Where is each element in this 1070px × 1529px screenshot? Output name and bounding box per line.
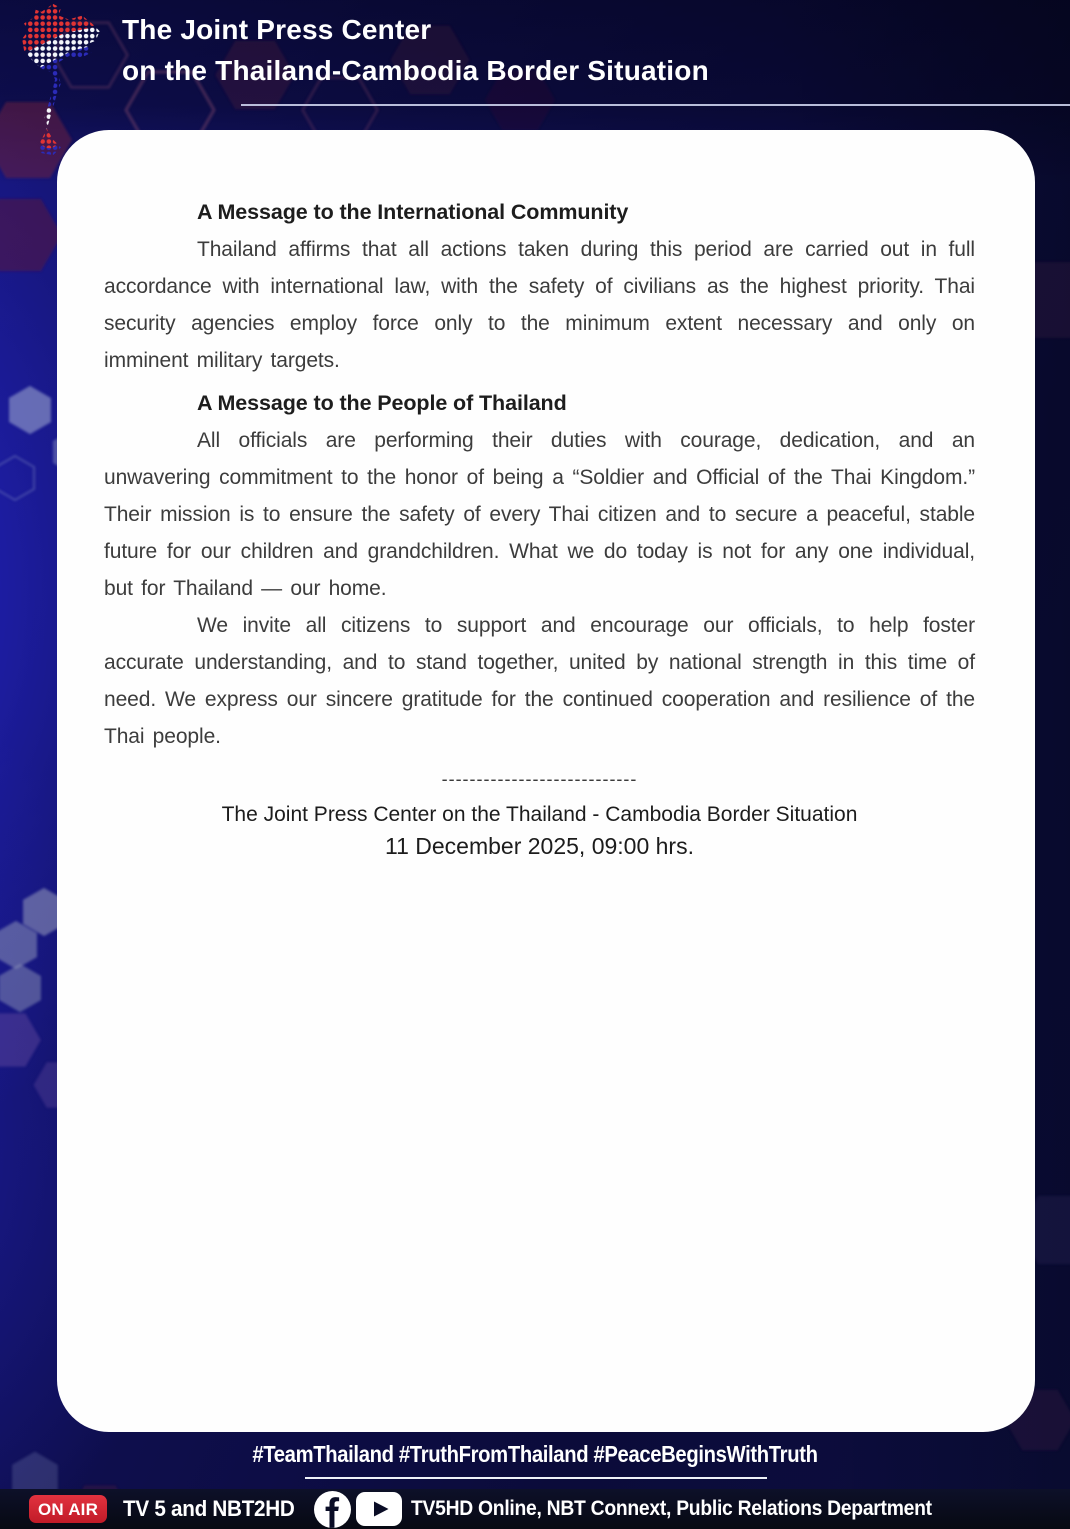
hashtags: #TeamThailand #TruthFromThailand #PeaceBeginsWithTruth xyxy=(252,1441,818,1467)
signoff-datetime: 11 December 2025, 09:00 hrs. xyxy=(385,833,694,859)
hashtag-divider xyxy=(305,1477,767,1479)
paragraph-international-community: Thailand affirms that all actions taken during this period are carried out in full accordance with international law, with the safety of civilians as the highest priority. Thai security agencies employ force only to the minimum extent necessary and only on imminent military targets. xyxy=(104,238,975,372)
social-icons xyxy=(314,1491,402,1528)
paragraph-officials-duty: All officials are performing their duties with courage, dedication, and an unwavering commitment to the honor of being a “Soldier and Official of the Thai Kingdom.” Their mission is to ensure the safety of every Thai citizen and to secure a peaceful, stable future for our children and grandchildren. What we do today is not for any one individual, but for Thailand — our home. xyxy=(104,429,975,600)
header-divider xyxy=(241,104,1070,106)
broadcast-bar xyxy=(0,1489,1070,1529)
header-title-line2: on the Thailand-Cambodia Border Situation xyxy=(122,55,709,86)
channel-names: TV 5 and NBT2HD xyxy=(123,1496,295,1521)
youtube-icon xyxy=(356,1492,402,1526)
signoff-issuer: The Joint Press Center on the Thailand - Cambodia Border Situation xyxy=(221,803,858,826)
header-title-line1: The Joint Press Center xyxy=(122,14,432,45)
signoff-block xyxy=(104,799,975,862)
section-heading-international-community: A Message to the International Community xyxy=(197,200,629,224)
paragraph-citizen-support: We invite all citizens to support and encourage our officials, to help foster accurate understanding, and to stand together, united by national strength in this time of need. We express our sincere gratitude for the continued cooperation and resilience of the Thai people. xyxy=(104,614,975,748)
facebook-icon xyxy=(314,1491,351,1528)
section-heading-people-of-thailand: A Message to the People of Thailand xyxy=(197,391,567,415)
on-air-badge: ON AIR xyxy=(29,1495,107,1523)
thailand-dot-map-logo xyxy=(8,2,106,157)
online-platforms: TV5HD Online, NBT Connext, Public Relations Department xyxy=(410,1497,932,1520)
dashed-separator: ---------------------------- xyxy=(441,769,638,789)
press-release-card xyxy=(57,130,1035,1432)
header-title xyxy=(122,9,709,91)
